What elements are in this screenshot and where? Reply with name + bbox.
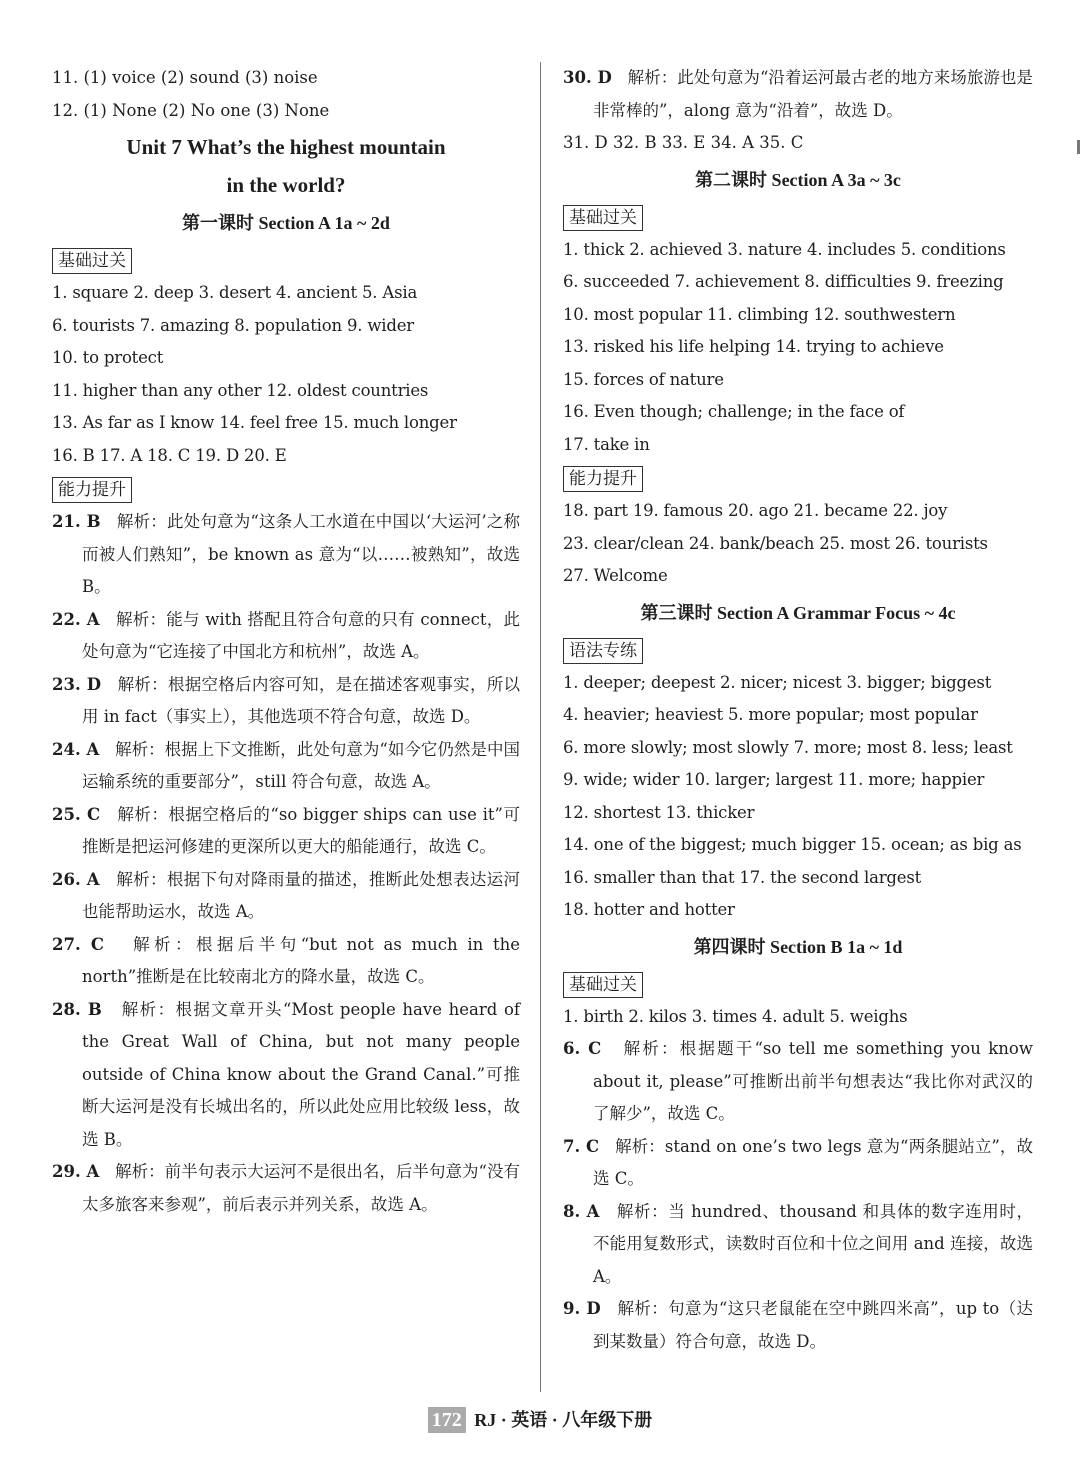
answer-line: 16. B 17. A 18. C 19. D 20. E (52, 445, 287, 465)
item-text: 解析：此处句意为“这条人工水道在中国以‘大运河’之称而被人们熟知”，be known as 意为“以……被熟知”，故选 B。 (82, 512, 520, 596)
explanation-item (563, 1196, 1033, 1294)
answer-line: 13. As far as I know 14. feel free 15. much longer (52, 413, 457, 432)
answer-line: 10. most popular 11. climbing 12. southwestern (563, 304, 956, 324)
answer-line: 16. Even though; challenge; in the face of (563, 402, 905, 421)
tag-basic: 基础过关 (563, 205, 643, 231)
answer-line: 17. take in (563, 434, 650, 454)
item-text: 解析：根据下句对降雨量的描述，推断此处想表达运河也能帮助运水，故选 A。 (82, 869, 520, 921)
explanation-item (52, 506, 520, 604)
answer-line: 6. succeeded 7. achievement 8. difficulties 9. freezing (563, 272, 1004, 291)
explanation-item (52, 929, 520, 994)
item-text: 解析：根据空格后的“so bigger ships can use it”可推断是把运河修建的更深所以更大的船能通行，故选 C。 (82, 804, 520, 856)
explanation-item (52, 1156, 520, 1221)
item-text: 解析：当 hundred、thousand 和具体的数字连用时，不能用复数形式，读数时百位和十位之间用 and 连接，故选 A。 (593, 1201, 1033, 1286)
item-number: 30. D (563, 68, 612, 87)
lesson2-heading: 第二课时 Section A 3a ~ 3c (695, 169, 901, 190)
lesson1-heading: 第一课时 Section A 1a ~ 2d (182, 213, 390, 233)
answer-line: 4. heavier; heaviest 5. more popular; most popular (563, 705, 978, 724)
explanation-item (52, 864, 520, 929)
left-column (52, 62, 520, 1221)
tag-basic: 基础过关 (563, 972, 643, 998)
explanation-item (52, 604, 520, 669)
item-number: 7. C (563, 1136, 600, 1156)
explanation-item (52, 669, 520, 734)
answer-line: 18. part 19. famous 20. ago 21. became 22. joy (563, 501, 948, 520)
item-number: 9. D (563, 1299, 601, 1318)
item-number: 25. C (52, 804, 101, 824)
answer-line: 1. deeper; deepest 2. nicer; nicest 3. bigger; biggest (563, 672, 992, 692)
answer-line: 15. forces of nature (563, 369, 724, 389)
explanation-item (563, 62, 1033, 127)
answer-line: 1. thick 2. achieved 3. nature 4. includes 5. conditions (563, 239, 1006, 259)
answer-line: 14. one of the biggest; much bigger 15. ocean; as big as (563, 835, 1022, 854)
item-number: 28. B (52, 999, 102, 1019)
column-divider (540, 62, 541, 1392)
answer-line: 13. risked his life helping 14. trying to achieve (563, 337, 944, 356)
footer-text: RJ · 英语 · 八年级下册 (474, 1410, 653, 1430)
answer-line: 6. more slowly; most slowly 7. more; most 8. less; least (563, 737, 1013, 757)
answer-line: 6. tourists 7. amazing 8. population 9. wider (52, 315, 414, 335)
right-column (563, 62, 1033, 1358)
item-text: 解析：此处句意为“沿着运河最古老的地方来场旅游也是非常棒的”，along 意为“沿着”，故选 D。 (593, 68, 1033, 120)
item-number: 21. B (52, 512, 101, 531)
item-text: 解析：根据空格后内容可知，是在描述客观事实，所以用 in fact（事实上），其他选项不符合句意，故选 D。 (82, 674, 521, 726)
item-text: 解析：根据文章开头“Most people have heard of the Great Wall of China, but not many people outside of China know about the Grand Canal.”可推断大运河是没有长城出名的，所以此处应用比较级 less，故选 B。 (82, 999, 520, 1149)
answer-line: 12. (1) None (2) No one (3) None (52, 100, 330, 120)
explanation-item (563, 1033, 1033, 1131)
answer-line: 12. shortest 13. thicker (563, 802, 755, 822)
unit-title-line2: in the world? (226, 173, 346, 197)
answer-line: 11. (1) voice (2) sound (3) noise (52, 68, 318, 87)
item-number: 23. D (52, 674, 102, 694)
tag-ability: 能力提升 (563, 466, 643, 492)
tag-basic: 基础过关 (52, 248, 132, 274)
answer-line: 10. to protect (52, 348, 164, 367)
item-text: 解析：根据题干“so tell me something you know about it, please”可推断出前半句想表达“我比你对武汉的了解少”，故选 C。 (593, 1039, 1033, 1123)
tag-grammar: 语法专练 (563, 638, 643, 664)
explanation-item (52, 994, 520, 1157)
answer-line: 1. square 2. deep 3. desert 4. ancient 5. Asia (52, 283, 418, 302)
item-number: 27. C (52, 934, 105, 954)
item-text: 解析：前半句表示大运河不是很出名，后半句意为“没有太多旅客来参观”，前后表示并列关系，故选 A。 (82, 1162, 520, 1214)
unit-title-line1: Unit 7 What’s the highest mountain (126, 135, 446, 159)
item-text: 解析：根据上下文推断，此处句意为“如今它仍然是中国运输系统的重要部分”，still 符合句意，故选 A。 (82, 739, 520, 791)
answer-line: 11. higher than any other 12. oldest countries (52, 380, 429, 400)
explanation-item (563, 1293, 1033, 1358)
answer-line: 31. D 32. B 33. E 34. A 35. C (563, 133, 804, 152)
item-text: 解析：句意为“这只老鼠能在空中跳四米高”，up to（达到某数量）符合句意，故选 D。 (593, 1299, 1033, 1351)
answer-line: 18. hotter and hotter (563, 900, 735, 919)
explanation-item (52, 799, 520, 864)
explanation-item (52, 734, 520, 799)
item-number: 6. C (563, 1039, 602, 1058)
item-text: 解析：stand on one’s two legs 意为“两条腿站立”，故选 C。 (593, 1136, 1033, 1188)
answer-line: 23. clear/clean 24. bank/beach 25. most 26. tourists (563, 533, 988, 553)
item-number: 29. A (52, 1162, 100, 1181)
answer-line: 27. Welcome (563, 566, 668, 585)
item-number: 8. A (563, 1201, 600, 1221)
page-footer (0, 1406, 1080, 1433)
explanation-item (563, 1131, 1033, 1196)
answer-line: 9. wide; wider 10. larger; largest 11. more; happier (563, 770, 985, 789)
tag-ability: 能力提升 (52, 477, 132, 503)
page-number: 172 (428, 1407, 466, 1433)
lesson3-heading: 第三课时 Section A Grammar Focus ~ 4c (640, 602, 956, 623)
item-number: 24. A (52, 739, 100, 759)
item-number: 26. A (52, 869, 100, 889)
lesson4-heading: 第四课时 Section B 1a ~ 1d (693, 936, 903, 957)
answer-line: 1. birth 2. kilos 3. times 4. adult 5. weighs (563, 1006, 908, 1026)
item-text: 解析：能与 with 搭配且符合句意的只有 connect，此处句意为“它连接了中国北方和杭州”，故选 A。 (82, 609, 520, 661)
item-number: 22. A (52, 609, 100, 629)
item-text: 解析：根据后半句“but not as much in the north”推断是在比较南北方的降水量，故选 C。 (82, 934, 520, 986)
answer-line: 16. smaller than that 17. the second largest (563, 867, 922, 887)
